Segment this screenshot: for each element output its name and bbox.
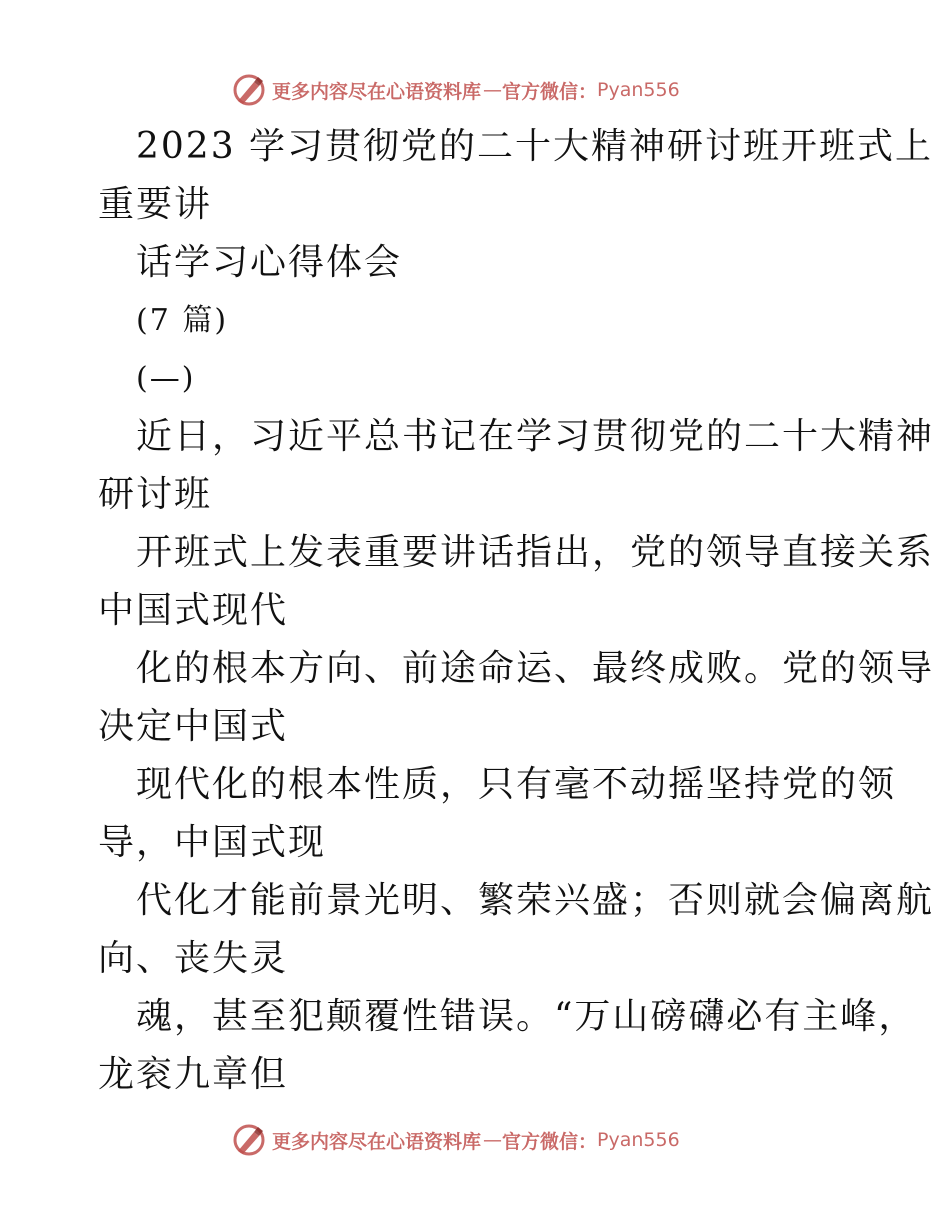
doc-line: 化的根本方向、前途命运、最终成败。党的领导 (136, 648, 935, 689)
watermark-site-text: 更多内容尽在心语资料库 (272, 1130, 482, 1153)
header-watermark (232, 72, 680, 108)
doc-line: (—) (136, 361, 196, 396)
doc-line: 中国式现代 (98, 590, 289, 631)
watermark-contact-label: 官方微信： (502, 80, 598, 103)
doc-line: 现代化的根本性质，只有毫不动摇坚持党的领 (136, 764, 897, 805)
doc-line: 代化才能前景光明、繁荣兴盛；否则就会偏离航 (136, 880, 935, 921)
watermark-site-text: 更多内容尽在心语资料库 (272, 80, 482, 103)
watermark-contact-id: Pyan556 (597, 1129, 680, 1151)
watermark-separator: — (483, 1129, 503, 1151)
doc-line: 向、丧失灵 (98, 938, 289, 979)
doc-line: 龙衮九章但 (98, 1054, 289, 1095)
doc-line: 决定中国式 (98, 706, 289, 747)
doc-line: 2023 学习贯彻党的二十大精神研讨班开班式上 (136, 126, 934, 167)
doc-line: (7 篇) (136, 303, 229, 338)
doc-line: 近日，习近平总书记在学习贯彻党的二十大精神 (136, 416, 935, 457)
doc-line: 开班式上发表重要讲话指出，党的领导直接关系 (136, 532, 935, 573)
doc-line: 魂，甚至犯颠覆性错误。“万山磅礴必有主峰， (136, 996, 917, 1037)
watermark-contact-label: 官方微信： (502, 1130, 598, 1153)
doc-line: 导，中国式现 (98, 822, 327, 863)
footer-watermark (232, 1122, 680, 1158)
doc-line: 研讨班 (98, 474, 213, 515)
doc-line: 重要讲 (98, 184, 213, 225)
watermark-contact-id: Pyan556 (597, 79, 680, 101)
document-body (98, 118, 935, 1104)
watermark-separator: — (483, 79, 503, 101)
pen-logo-icon (232, 73, 266, 107)
pen-logo-icon (232, 1123, 266, 1157)
doc-line: 话学习心得体会 (136, 242, 403, 283)
